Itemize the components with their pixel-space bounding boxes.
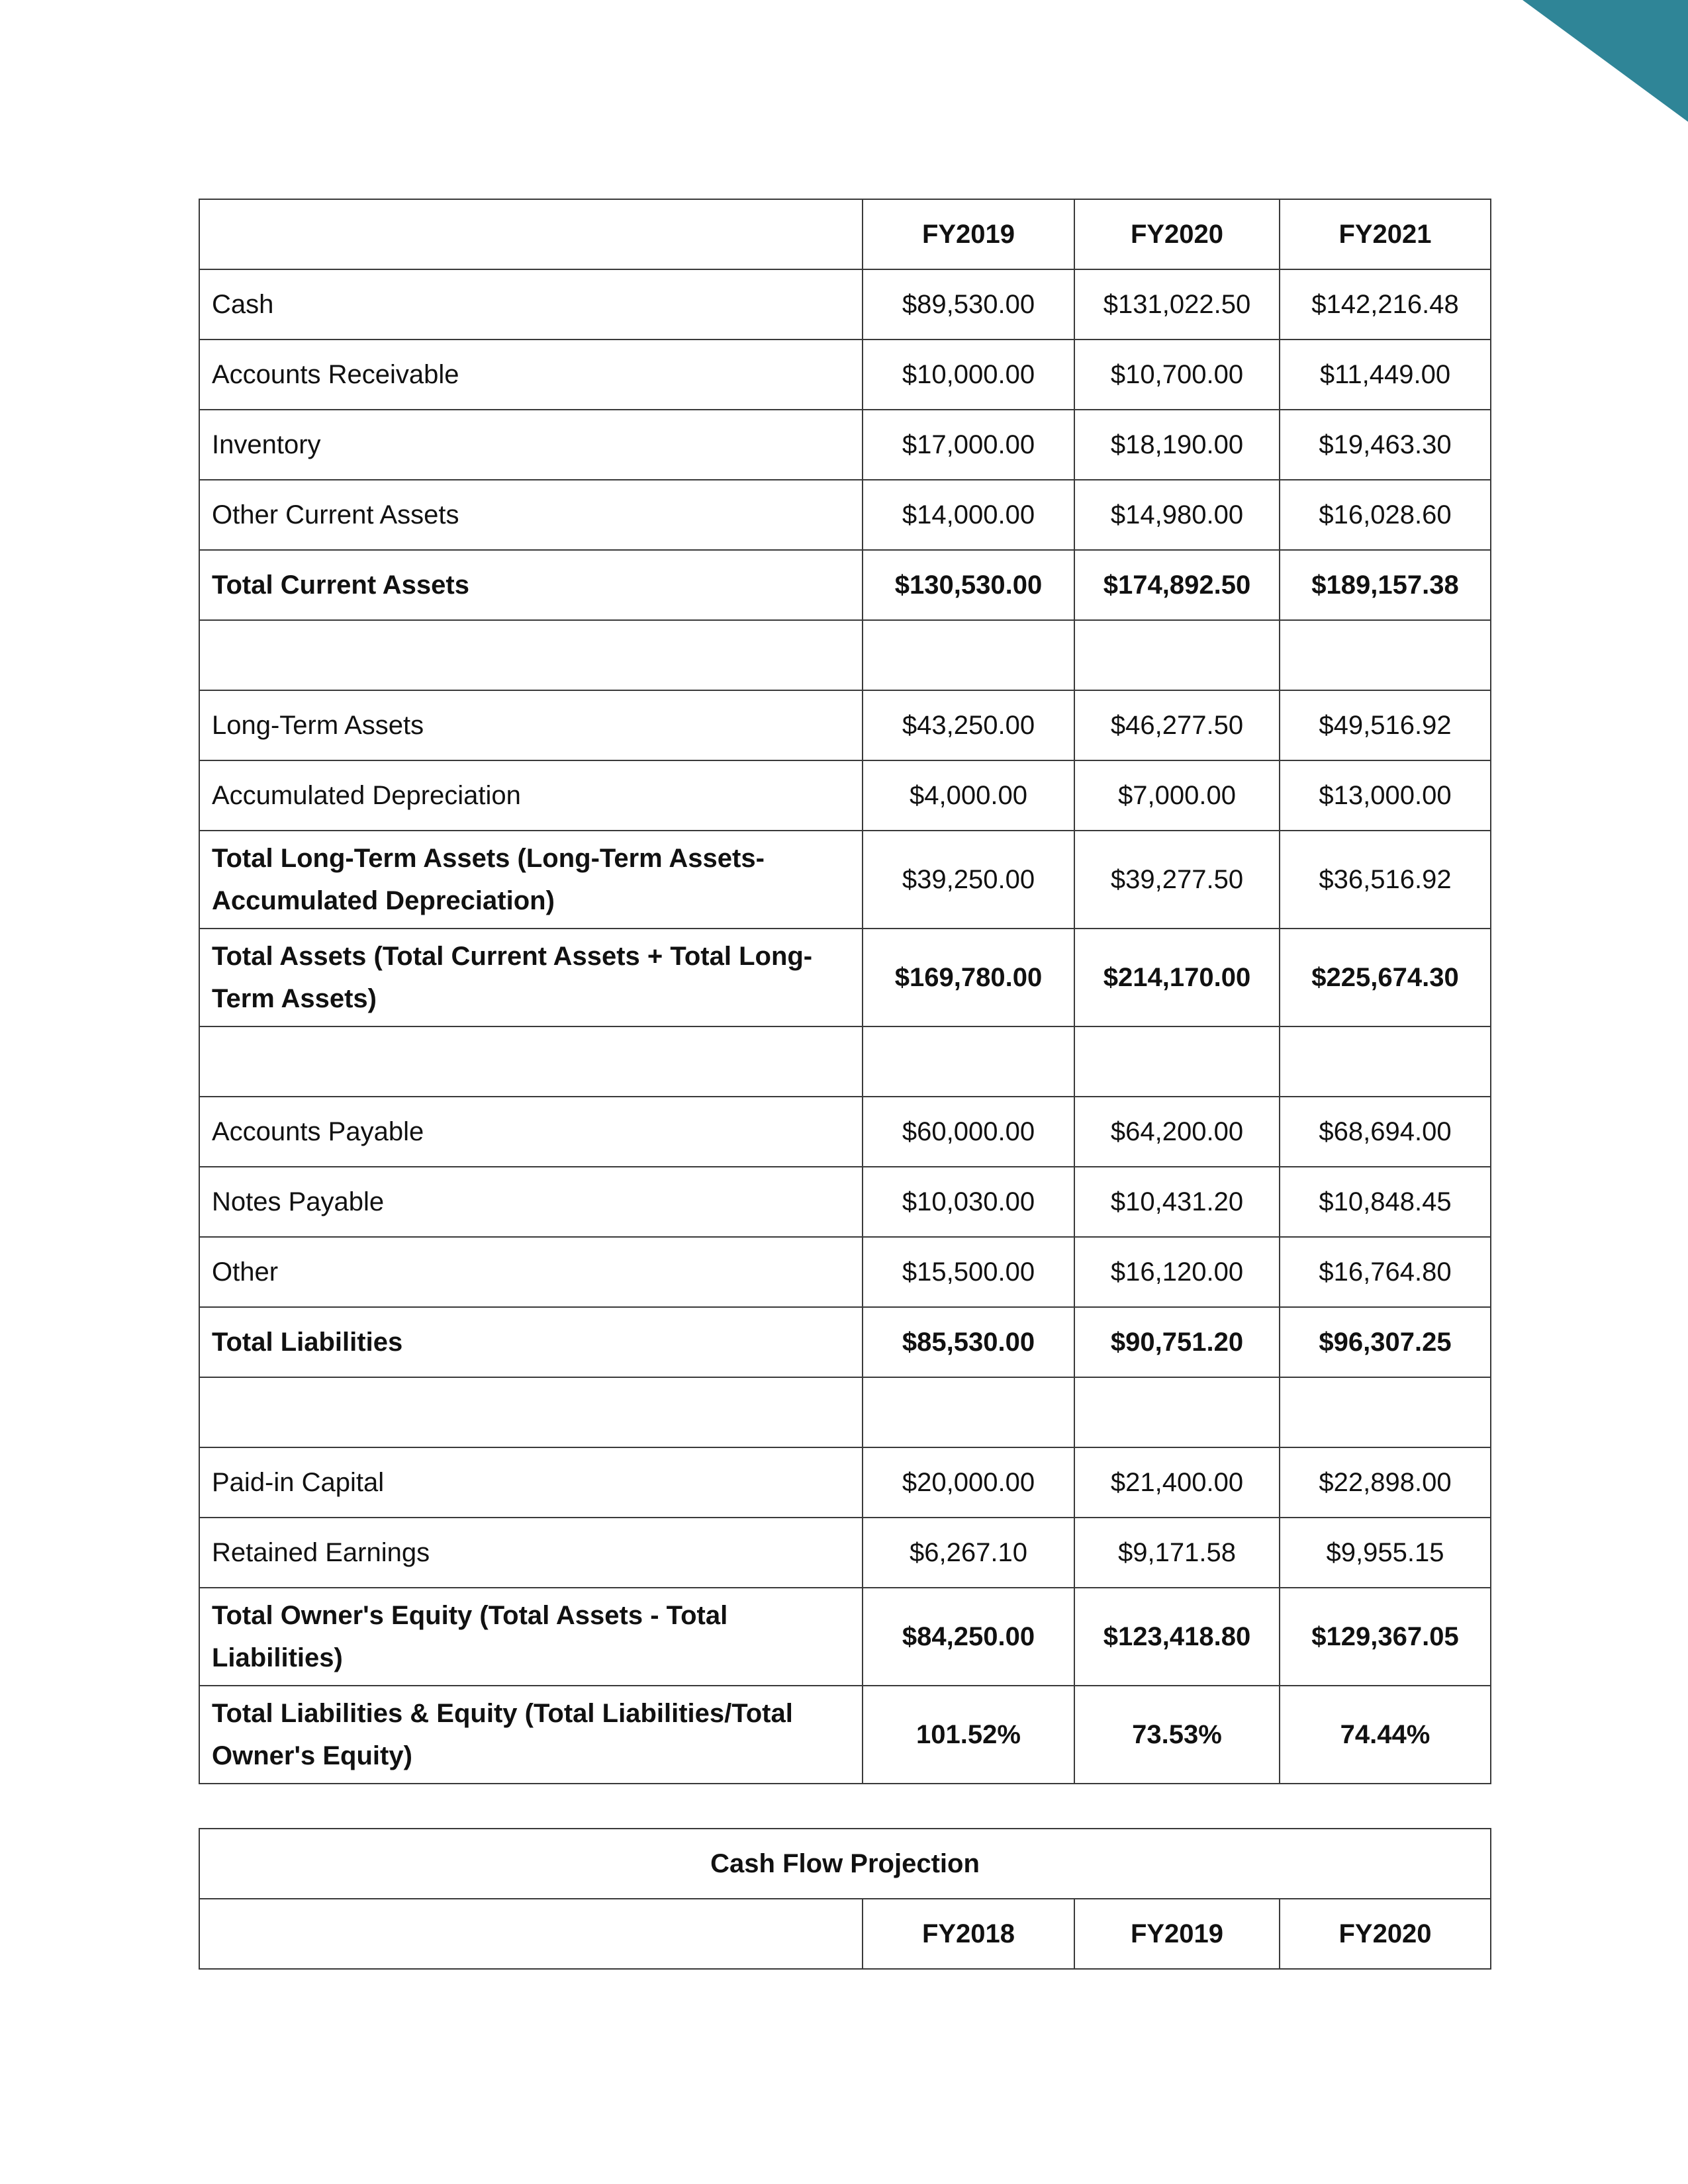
row-value: $123,418.80 bbox=[1074, 1588, 1280, 1686]
row-value: $129,367.05 bbox=[1280, 1588, 1491, 1686]
header-cell-label bbox=[199, 199, 863, 269]
row-value: $96,307.25 bbox=[1280, 1307, 1491, 1377]
balance-header-row bbox=[199, 199, 1491, 269]
row-value: $85,530.00 bbox=[863, 1307, 1074, 1377]
row-value bbox=[1280, 620, 1491, 690]
row-value: $19,463.30 bbox=[1280, 410, 1491, 480]
row-label: Total Current Assets bbox=[199, 550, 863, 620]
table-row bbox=[199, 1167, 1491, 1237]
header-cell-fy2019: FY2019 bbox=[863, 199, 1074, 269]
row-label bbox=[199, 1377, 863, 1447]
cf-header-cell-label bbox=[199, 1899, 863, 1969]
row-label: Total Liabilities bbox=[199, 1307, 863, 1377]
table-row bbox=[199, 690, 1491, 760]
table-row bbox=[199, 1588, 1491, 1686]
row-value: $16,120.00 bbox=[1074, 1237, 1280, 1307]
row-value: $39,277.50 bbox=[1074, 831, 1280, 929]
row-value: $9,955.15 bbox=[1280, 1518, 1491, 1588]
corner-triangle-shape bbox=[1523, 0, 1688, 126]
row-value: $49,516.92 bbox=[1280, 690, 1491, 760]
row-value: $22,898.00 bbox=[1280, 1447, 1491, 1518]
spacer-row bbox=[199, 620, 1491, 690]
row-value: $189,157.38 bbox=[1280, 550, 1491, 620]
row-label: Accounts Receivable bbox=[199, 340, 863, 410]
row-value: $20,000.00 bbox=[863, 1447, 1074, 1518]
cf-header-cell-fy2019: FY2019 bbox=[1074, 1899, 1280, 1969]
row-value: $18,190.00 bbox=[1074, 410, 1280, 480]
row-value: $84,250.00 bbox=[863, 1588, 1074, 1686]
row-value: $39,250.00 bbox=[863, 831, 1074, 929]
table-row bbox=[199, 1307, 1491, 1377]
row-label: Notes Payable bbox=[199, 1167, 863, 1237]
row-label: Other Current Assets bbox=[199, 480, 863, 550]
table-row bbox=[199, 269, 1491, 340]
row-value bbox=[1074, 1026, 1280, 1097]
row-label: Long-Term Assets bbox=[199, 690, 863, 760]
table-row bbox=[199, 340, 1491, 410]
table-row bbox=[199, 550, 1491, 620]
row-value: $10,700.00 bbox=[1074, 340, 1280, 410]
row-value: $130,530.00 bbox=[863, 550, 1074, 620]
row-value: $10,848.45 bbox=[1280, 1167, 1491, 1237]
header-cell-fy2020: FY2020 bbox=[1074, 199, 1280, 269]
row-value: $90,751.20 bbox=[1074, 1307, 1280, 1377]
table-row bbox=[199, 1447, 1491, 1518]
row-value: 73.53% bbox=[1074, 1686, 1280, 1784]
row-value bbox=[1280, 1026, 1491, 1097]
header-cell-fy2021: FY2021 bbox=[1280, 199, 1491, 269]
row-value: $17,000.00 bbox=[863, 410, 1074, 480]
row-value bbox=[1074, 620, 1280, 690]
row-label bbox=[199, 1026, 863, 1097]
row-label: Total Owner's Equity (Total Assets - Total Liabilities) bbox=[199, 1588, 863, 1686]
table-row bbox=[199, 831, 1491, 929]
row-value: $10,030.00 bbox=[863, 1167, 1074, 1237]
row-label bbox=[199, 620, 863, 690]
row-value: $131,022.50 bbox=[1074, 269, 1280, 340]
cash-flow-table bbox=[199, 1828, 1491, 1970]
cf-header-cell-fy2020: FY2020 bbox=[1280, 1899, 1491, 1969]
row-value: $9,171.58 bbox=[1074, 1518, 1280, 1588]
row-value: $10,431.20 bbox=[1074, 1167, 1280, 1237]
row-label: Total Long-Term Assets (Long-Term Assets-Accumulated Depreciation) bbox=[199, 831, 863, 929]
row-value: $46,277.50 bbox=[1074, 690, 1280, 760]
table-row bbox=[199, 929, 1491, 1026]
table-row bbox=[199, 480, 1491, 550]
row-value: $89,530.00 bbox=[863, 269, 1074, 340]
row-label: Accounts Payable bbox=[199, 1097, 863, 1167]
table-row bbox=[199, 760, 1491, 831]
table-row bbox=[199, 410, 1491, 480]
row-value bbox=[1280, 1377, 1491, 1447]
row-value: $6,267.10 bbox=[863, 1518, 1074, 1588]
row-label: Cash bbox=[199, 269, 863, 340]
row-value: $10,000.00 bbox=[863, 340, 1074, 410]
row-value: $14,980.00 bbox=[1074, 480, 1280, 550]
row-value: $60,000.00 bbox=[863, 1097, 1074, 1167]
row-value: $7,000.00 bbox=[1074, 760, 1280, 831]
row-label: Inventory bbox=[199, 410, 863, 480]
cash-flow-title-row bbox=[199, 1829, 1491, 1899]
row-value: $11,449.00 bbox=[1280, 340, 1491, 410]
row-value: $174,892.50 bbox=[1074, 550, 1280, 620]
row-value: $16,764.80 bbox=[1280, 1237, 1491, 1307]
row-value bbox=[863, 620, 1074, 690]
row-value: $13,000.00 bbox=[1280, 760, 1491, 831]
row-value bbox=[863, 1377, 1074, 1447]
table-row bbox=[199, 1518, 1491, 1588]
row-value bbox=[863, 1026, 1074, 1097]
row-value: $43,250.00 bbox=[863, 690, 1074, 760]
row-label: Retained Earnings bbox=[199, 1518, 863, 1588]
cash-flow-header-row bbox=[199, 1899, 1491, 1969]
row-value: $15,500.00 bbox=[863, 1237, 1074, 1307]
row-value: $14,000.00 bbox=[863, 480, 1074, 550]
row-label: Paid-in Capital bbox=[199, 1447, 863, 1518]
row-label: Total Assets (Total Current Assets + Total Long-Term Assets) bbox=[199, 929, 863, 1026]
cf-header-cell-fy2018: FY2018 bbox=[863, 1899, 1074, 1969]
row-value: $64,200.00 bbox=[1074, 1097, 1280, 1167]
spacer-row bbox=[199, 1377, 1491, 1447]
balance-sheet-body bbox=[199, 199, 1491, 1784]
table-row bbox=[199, 1686, 1491, 1784]
cash-flow-title: Cash Flow Projection bbox=[199, 1829, 1491, 1899]
row-label: Other bbox=[199, 1237, 863, 1307]
table-row bbox=[199, 1237, 1491, 1307]
row-value: $68,694.00 bbox=[1280, 1097, 1491, 1167]
row-label: Accumulated Depreciation bbox=[199, 760, 863, 831]
row-value: $4,000.00 bbox=[863, 760, 1074, 831]
row-value: $142,216.48 bbox=[1280, 269, 1491, 340]
table-row bbox=[199, 1097, 1491, 1167]
row-value: $225,674.30 bbox=[1280, 929, 1491, 1026]
spacer-row bbox=[199, 1026, 1491, 1097]
row-value: 74.44% bbox=[1280, 1686, 1491, 1784]
row-value: $16,028.60 bbox=[1280, 480, 1491, 550]
row-value: $21,400.00 bbox=[1074, 1447, 1280, 1518]
row-value: $169,780.00 bbox=[863, 929, 1074, 1026]
row-label: Total Liabilities & Equity (Total Liabilities/Total Owner's Equity) bbox=[199, 1686, 863, 1784]
row-value: $36,516.92 bbox=[1280, 831, 1491, 929]
row-value bbox=[1074, 1377, 1280, 1447]
row-value: $214,170.00 bbox=[1074, 929, 1280, 1026]
row-value: 101.52% bbox=[863, 1686, 1074, 1784]
balance-sheet-table bbox=[199, 199, 1491, 1784]
